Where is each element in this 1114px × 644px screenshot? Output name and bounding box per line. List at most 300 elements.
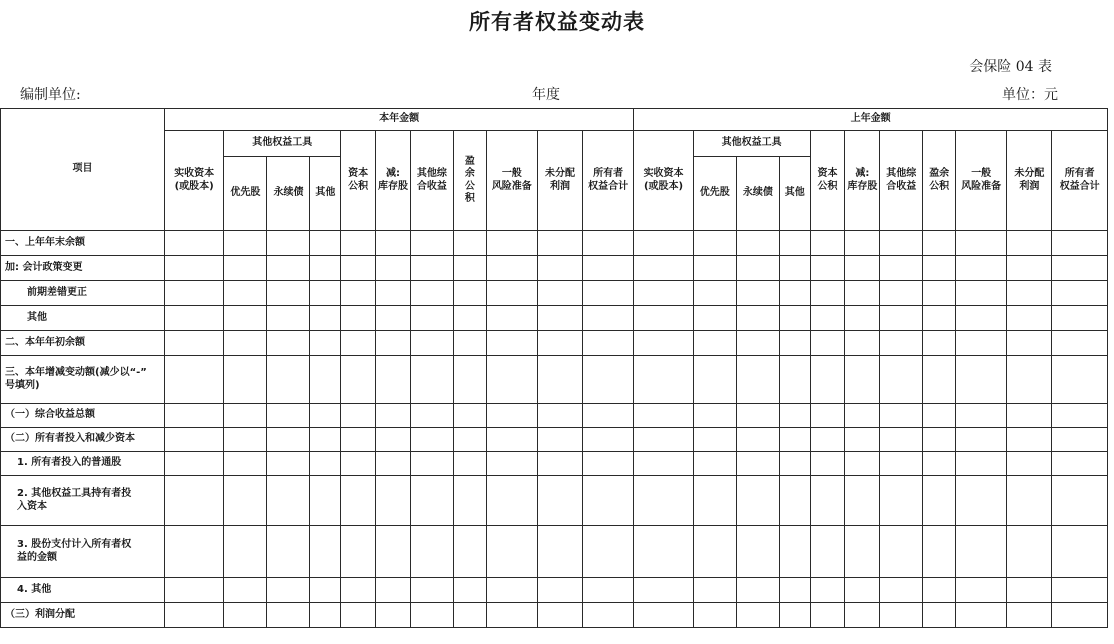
value-cell[interactable]	[956, 603, 1007, 628]
value-cell[interactable]	[956, 476, 1007, 526]
value-cell[interactable]	[1007, 331, 1052, 356]
value-cell[interactable]	[224, 306, 267, 331]
value-cell[interactable]	[410, 476, 453, 526]
value-cell[interactable]	[693, 404, 736, 428]
value-cell[interactable]	[341, 231, 376, 256]
value-cell[interactable]	[779, 452, 810, 476]
value-cell[interactable]	[845, 476, 880, 526]
value-cell[interactable]	[634, 476, 693, 526]
value-cell[interactable]	[164, 231, 223, 256]
value-cell[interactable]	[267, 428, 310, 452]
value-cell[interactable]	[537, 452, 582, 476]
value-cell[interactable]	[923, 404, 956, 428]
value-cell[interactable]	[341, 331, 376, 356]
value-cell[interactable]	[880, 331, 923, 356]
value-cell[interactable]	[537, 578, 582, 603]
value-cell[interactable]	[410, 256, 453, 281]
value-cell[interactable]	[224, 281, 267, 306]
value-cell[interactable]	[1007, 256, 1052, 281]
value-cell[interactable]	[267, 306, 310, 331]
value-cell[interactable]	[923, 306, 956, 331]
value-cell[interactable]	[267, 526, 310, 578]
value-cell[interactable]	[880, 404, 923, 428]
value-cell[interactable]	[923, 256, 956, 281]
value-cell[interactable]	[224, 578, 267, 603]
value-cell[interactable]	[453, 404, 486, 428]
value-cell[interactable]	[779, 356, 810, 404]
value-cell[interactable]	[693, 578, 736, 603]
value-cell[interactable]	[453, 281, 486, 306]
value-cell[interactable]	[453, 306, 486, 331]
value-cell[interactable]	[583, 428, 634, 452]
value-cell[interactable]	[164, 404, 223, 428]
value-cell[interactable]	[880, 603, 923, 628]
value-cell[interactable]	[693, 603, 736, 628]
value-cell[interactable]	[810, 404, 845, 428]
value-cell[interactable]	[693, 281, 736, 306]
value-cell[interactable]	[267, 356, 310, 404]
value-cell[interactable]	[736, 578, 779, 603]
row-label: 1. 所有者投入的普通股	[1, 452, 165, 476]
value-cell[interactable]	[1052, 356, 1108, 404]
value-cell[interactable]	[341, 476, 376, 526]
value-cell[interactable]	[486, 603, 537, 628]
value-cell[interactable]	[779, 306, 810, 331]
value-cell[interactable]	[267, 603, 310, 628]
value-cell[interactable]	[810, 281, 845, 306]
value-cell[interactable]	[923, 578, 956, 603]
value-cell[interactable]	[923, 281, 956, 306]
value-cell[interactable]	[923, 452, 956, 476]
value-cell[interactable]	[537, 256, 582, 281]
value-cell[interactable]	[634, 306, 693, 331]
value-cell[interactable]	[956, 331, 1007, 356]
value-cell[interactable]	[956, 281, 1007, 306]
value-cell[interactable]	[880, 256, 923, 281]
value-cell[interactable]	[537, 476, 582, 526]
value-cell[interactable]	[583, 452, 634, 476]
value-cell[interactable]	[453, 603, 486, 628]
value-cell[interactable]	[410, 306, 453, 331]
value-cell[interactable]	[164, 428, 223, 452]
value-cell[interactable]	[880, 231, 923, 256]
value-cell[interactable]	[779, 526, 810, 578]
row-label: 其他	[1, 306, 165, 331]
value-cell[interactable]	[537, 526, 582, 578]
value-cell[interactable]	[736, 281, 779, 306]
value-cell[interactable]	[736, 526, 779, 578]
value-cell[interactable]	[410, 404, 453, 428]
value-cell[interactable]	[693, 331, 736, 356]
value-cell[interactable]	[956, 231, 1007, 256]
value-cell[interactable]	[583, 331, 634, 356]
value-cell[interactable]	[1052, 476, 1108, 526]
value-cell[interactable]	[164, 452, 223, 476]
row-label: 前期差错更正	[1, 281, 165, 306]
value-cell[interactable]	[1052, 231, 1108, 256]
value-cell[interactable]	[376, 603, 411, 628]
current-capital-reserve-header: 资本 公积	[341, 131, 376, 231]
previous-other-equity-header: 其他权益工具	[693, 131, 810, 157]
value-cell[interactable]	[634, 281, 693, 306]
value-cell[interactable]	[1052, 428, 1108, 452]
value-cell[interactable]	[880, 306, 923, 331]
value-cell[interactable]	[410, 281, 453, 306]
table-row	[1, 331, 1108, 356]
value-cell[interactable]	[376, 231, 411, 256]
value-cell[interactable]	[376, 404, 411, 428]
value-cell[interactable]	[923, 231, 956, 256]
value-cell[interactable]	[923, 526, 956, 578]
value-cell[interactable]	[736, 331, 779, 356]
value-cell[interactable]	[956, 452, 1007, 476]
value-cell[interactable]	[736, 404, 779, 428]
value-cell[interactable]	[693, 256, 736, 281]
value-cell[interactable]	[779, 281, 810, 306]
value-cell[interactable]	[1052, 404, 1108, 428]
value-cell[interactable]	[923, 476, 956, 526]
value-cell[interactable]	[845, 578, 880, 603]
value-cell[interactable]	[224, 256, 267, 281]
value-cell[interactable]	[1052, 603, 1108, 628]
value-cell[interactable]	[880, 281, 923, 306]
value-cell[interactable]	[537, 603, 582, 628]
value-cell[interactable]	[453, 356, 486, 404]
value-cell[interactable]	[845, 356, 880, 404]
value-cell[interactable]	[537, 331, 582, 356]
value-cell[interactable]	[267, 476, 310, 526]
value-cell[interactable]	[810, 356, 845, 404]
value-cell[interactable]	[736, 231, 779, 256]
value-cell[interactable]	[693, 526, 736, 578]
value-cell[interactable]	[224, 452, 267, 476]
value-cell[interactable]	[224, 331, 267, 356]
value-cell[interactable]	[810, 306, 845, 331]
value-cell[interactable]	[693, 306, 736, 331]
value-cell[interactable]	[267, 331, 310, 356]
value-cell[interactable]	[779, 331, 810, 356]
value-cell[interactable]	[453, 578, 486, 603]
value-cell[interactable]	[810, 603, 845, 628]
value-cell[interactable]	[779, 256, 810, 281]
value-cell[interactable]	[224, 231, 267, 256]
value-cell[interactable]	[164, 331, 223, 356]
value-cell[interactable]	[486, 231, 537, 256]
value-cell[interactable]	[693, 476, 736, 526]
value-cell[interactable]	[736, 306, 779, 331]
value-cell[interactable]	[537, 356, 582, 404]
value-cell[interactable]	[486, 331, 537, 356]
equity-changes-table	[0, 108, 1108, 628]
value-cell[interactable]	[583, 231, 634, 256]
value-cell[interactable]	[453, 256, 486, 281]
value-cell[interactable]	[486, 256, 537, 281]
value-cell[interactable]	[410, 526, 453, 578]
value-cell[interactable]	[376, 356, 411, 404]
value-cell[interactable]	[453, 476, 486, 526]
value-cell[interactable]	[923, 331, 956, 356]
value-cell[interactable]	[880, 452, 923, 476]
value-cell[interactable]	[1007, 231, 1052, 256]
value-cell[interactable]	[1052, 578, 1108, 603]
value-cell[interactable]	[956, 404, 1007, 428]
value-cell[interactable]	[267, 256, 310, 281]
value-cell[interactable]	[164, 603, 223, 628]
value-cell[interactable]	[845, 331, 880, 356]
value-cell[interactable]	[341, 428, 376, 452]
value-cell[interactable]	[376, 428, 411, 452]
value-cell[interactable]	[845, 256, 880, 281]
value-cell[interactable]	[634, 256, 693, 281]
value-cell[interactable]	[376, 452, 411, 476]
value-cell[interactable]	[779, 231, 810, 256]
value-cell[interactable]	[1007, 356, 1052, 404]
value-cell[interactable]	[1052, 281, 1108, 306]
value-cell[interactable]	[310, 578, 341, 603]
value-cell[interactable]	[310, 404, 341, 428]
value-cell[interactable]	[164, 476, 223, 526]
value-cell[interactable]	[845, 603, 880, 628]
value-cell[interactable]	[341, 356, 376, 404]
value-cell[interactable]	[410, 603, 453, 628]
value-cell[interactable]	[880, 356, 923, 404]
value-cell[interactable]	[310, 526, 341, 578]
value-cell[interactable]	[736, 476, 779, 526]
value-cell[interactable]	[376, 526, 411, 578]
value-cell[interactable]	[956, 526, 1007, 578]
previous-other-header: 其他	[779, 157, 810, 231]
unit-line	[0, 84, 1114, 104]
value-cell[interactable]	[956, 578, 1007, 603]
previous-capital-reserve-header: 资本 公积	[810, 131, 845, 231]
value-cell[interactable]	[164, 281, 223, 306]
value-cell[interactable]	[845, 452, 880, 476]
value-cell[interactable]	[486, 452, 537, 476]
value-cell[interactable]	[453, 331, 486, 356]
value-cell[interactable]	[1052, 256, 1108, 281]
value-cell[interactable]	[453, 452, 486, 476]
value-cell[interactable]	[310, 331, 341, 356]
value-cell[interactable]	[453, 231, 486, 256]
value-cell[interactable]	[736, 428, 779, 452]
value-cell[interactable]	[736, 452, 779, 476]
value-cell[interactable]	[583, 356, 634, 404]
value-cell[interactable]	[634, 331, 693, 356]
value-cell[interactable]	[779, 428, 810, 452]
value-cell[interactable]	[956, 306, 1007, 331]
value-cell[interactable]	[376, 306, 411, 331]
value-cell[interactable]	[880, 476, 923, 526]
value-cell[interactable]	[923, 356, 956, 404]
value-cell[interactable]	[845, 306, 880, 331]
value-cell[interactable]	[634, 231, 693, 256]
value-cell[interactable]	[537, 281, 582, 306]
value-cell[interactable]	[341, 603, 376, 628]
value-cell[interactable]	[810, 578, 845, 603]
value-cell[interactable]	[634, 356, 693, 404]
value-cell[interactable]	[810, 331, 845, 356]
value-cell[interactable]	[956, 356, 1007, 404]
value-cell[interactable]	[779, 404, 810, 428]
value-cell[interactable]	[224, 603, 267, 628]
value-cell[interactable]	[880, 428, 923, 452]
value-cell[interactable]	[1007, 476, 1052, 526]
value-cell[interactable]	[224, 476, 267, 526]
value-cell[interactable]	[310, 428, 341, 452]
value-cell[interactable]	[583, 256, 634, 281]
value-cell[interactable]	[810, 256, 845, 281]
value-cell[interactable]	[486, 356, 537, 404]
value-cell[interactable]	[779, 603, 810, 628]
value-cell[interactable]	[486, 281, 537, 306]
value-cell[interactable]	[164, 526, 223, 578]
value-cell[interactable]	[880, 526, 923, 578]
value-cell[interactable]	[410, 452, 453, 476]
value-cell[interactable]	[956, 428, 1007, 452]
value-cell[interactable]	[810, 526, 845, 578]
value-cell[interactable]	[341, 281, 376, 306]
value-cell[interactable]	[410, 331, 453, 356]
value-cell[interactable]	[267, 404, 310, 428]
value-cell[interactable]	[956, 256, 1007, 281]
value-cell[interactable]	[486, 476, 537, 526]
value-cell[interactable]	[267, 231, 310, 256]
value-cell[interactable]	[376, 281, 411, 306]
value-cell[interactable]	[845, 526, 880, 578]
value-cell[interactable]	[310, 231, 341, 256]
value-cell[interactable]	[1007, 452, 1052, 476]
value-cell[interactable]	[486, 404, 537, 428]
value-cell[interactable]	[410, 578, 453, 603]
value-cell[interactable]	[341, 452, 376, 476]
value-cell[interactable]	[845, 281, 880, 306]
value-cell[interactable]	[310, 306, 341, 331]
value-cell[interactable]	[1007, 526, 1052, 578]
value-cell[interactable]	[224, 428, 267, 452]
value-cell[interactable]	[341, 404, 376, 428]
value-cell[interactable]	[224, 356, 267, 404]
value-cell[interactable]	[736, 603, 779, 628]
value-cell[interactable]	[779, 578, 810, 603]
value-cell[interactable]	[376, 578, 411, 603]
value-cell[interactable]	[310, 476, 341, 526]
value-cell[interactable]	[1052, 306, 1108, 331]
value-cell[interactable]	[486, 578, 537, 603]
value-cell[interactable]	[267, 281, 310, 306]
value-cell[interactable]	[583, 526, 634, 578]
value-cell[interactable]	[224, 404, 267, 428]
value-cell[interactable]	[310, 256, 341, 281]
value-cell[interactable]	[736, 256, 779, 281]
value-cell[interactable]	[583, 476, 634, 526]
value-cell[interactable]	[537, 428, 582, 452]
value-cell[interactable]	[453, 526, 486, 578]
value-cell[interactable]	[779, 476, 810, 526]
value-cell[interactable]	[810, 476, 845, 526]
value-cell[interactable]	[310, 281, 341, 306]
value-cell[interactable]	[634, 428, 693, 452]
value-cell[interactable]	[583, 404, 634, 428]
value-cell[interactable]	[164, 306, 223, 331]
value-cell[interactable]	[810, 452, 845, 476]
value-cell[interactable]	[583, 603, 634, 628]
value-cell[interactable]	[410, 356, 453, 404]
value-cell[interactable]	[310, 356, 341, 404]
value-cell[interactable]	[267, 578, 310, 603]
value-cell[interactable]	[810, 428, 845, 452]
value-cell[interactable]	[341, 306, 376, 331]
value-cell[interactable]	[164, 256, 223, 281]
value-cell[interactable]	[341, 256, 376, 281]
value-cell[interactable]	[634, 603, 693, 628]
value-cell[interactable]	[376, 476, 411, 526]
value-cell[interactable]	[224, 526, 267, 578]
value-cell[interactable]	[1052, 526, 1108, 578]
value-cell[interactable]	[537, 306, 582, 331]
value-cell[interactable]	[410, 428, 453, 452]
value-cell[interactable]	[845, 231, 880, 256]
value-cell[interactable]	[376, 256, 411, 281]
value-cell[interactable]	[1007, 281, 1052, 306]
value-cell[interactable]	[1007, 306, 1052, 331]
value-cell[interactable]	[1007, 404, 1052, 428]
value-cell[interactable]	[583, 578, 634, 603]
value-cell[interactable]	[267, 452, 310, 476]
value-cell[interactable]	[486, 428, 537, 452]
value-cell[interactable]	[880, 578, 923, 603]
value-cell[interactable]	[923, 428, 956, 452]
value-cell[interactable]	[634, 526, 693, 578]
value-cell[interactable]	[310, 452, 341, 476]
value-cell[interactable]	[376, 331, 411, 356]
value-cell[interactable]	[583, 306, 634, 331]
value-cell[interactable]	[845, 428, 880, 452]
value-cell[interactable]	[634, 578, 693, 603]
table-row	[1, 256, 1108, 281]
value-cell[interactable]	[1007, 603, 1052, 628]
value-cell[interactable]	[164, 356, 223, 404]
value-cell[interactable]	[537, 404, 582, 428]
value-cell[interactable]	[341, 526, 376, 578]
current-total-equity-header: 所有者 权益合计	[583, 131, 634, 231]
value-cell[interactable]	[583, 281, 634, 306]
value-cell[interactable]	[693, 452, 736, 476]
value-cell[interactable]	[736, 356, 779, 404]
value-cell[interactable]	[1007, 578, 1052, 603]
value-cell[interactable]	[693, 428, 736, 452]
value-cell[interactable]	[634, 452, 693, 476]
value-cell[interactable]	[1007, 428, 1052, 452]
value-cell[interactable]	[693, 231, 736, 256]
value-cell[interactable]	[1052, 452, 1108, 476]
value-cell[interactable]	[410, 231, 453, 256]
value-cell[interactable]	[341, 578, 376, 603]
value-cell[interactable]	[486, 306, 537, 331]
value-cell[interactable]	[164, 578, 223, 603]
value-cell[interactable]	[1052, 331, 1108, 356]
value-cell[interactable]	[810, 231, 845, 256]
value-cell[interactable]	[693, 356, 736, 404]
value-cell[interactable]	[453, 428, 486, 452]
value-cell[interactable]	[310, 603, 341, 628]
org-label: 编制单位:	[20, 87, 81, 103]
value-cell[interactable]	[923, 603, 956, 628]
value-cell[interactable]	[537, 231, 582, 256]
value-cell[interactable]	[634, 404, 693, 428]
value-cell[interactable]	[845, 404, 880, 428]
table-row	[1, 578, 1108, 603]
value-cell[interactable]	[486, 526, 537, 578]
